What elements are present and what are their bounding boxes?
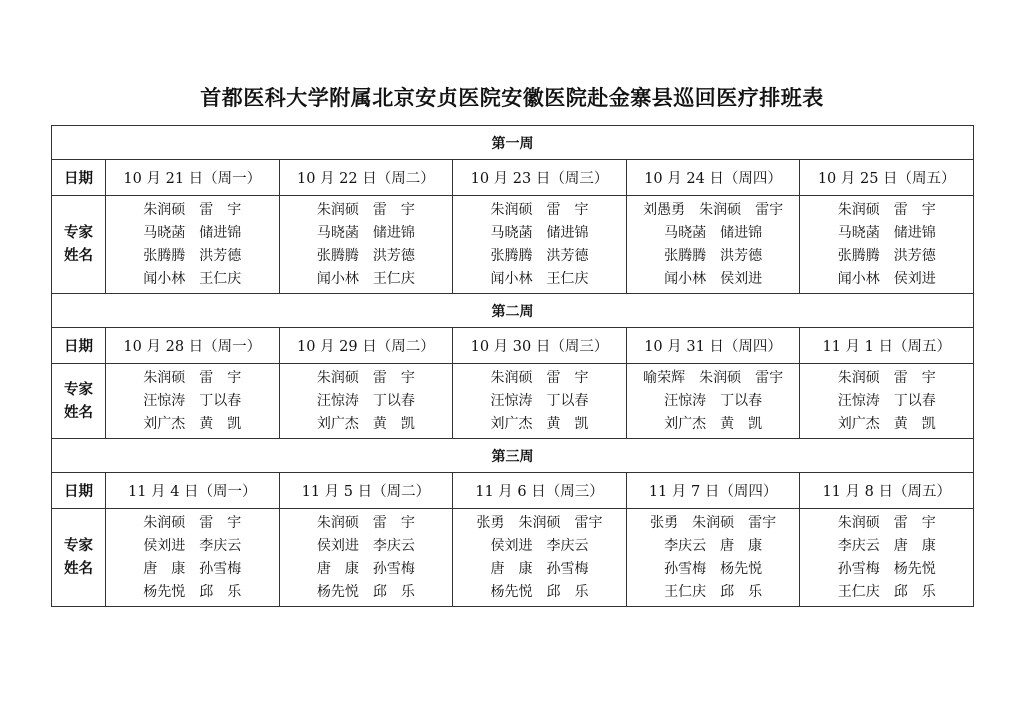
- date-cell: 10 月 22 日（周二）: [279, 160, 453, 196]
- expert-label-line: 姓名: [64, 404, 93, 421]
- names-cell: [626, 364, 800, 439]
- name-line: 朱润硕 雷 宇: [143, 515, 242, 531]
- week-header-row: [52, 439, 974, 473]
- name-line: 杨先悦 邱 乐: [316, 584, 415, 600]
- names-cell: [626, 196, 800, 294]
- date-cell: 10 月 30 日（周三）: [453, 328, 627, 364]
- date-row: [52, 160, 974, 196]
- date-label: 日期: [52, 160, 106, 196]
- name-line: 刘广杰 黄 凯: [316, 416, 415, 432]
- names-cell: [626, 509, 800, 607]
- week-title: 第一周: [52, 126, 974, 160]
- week-title: 第二周: [52, 294, 974, 328]
- expert-names-row: [52, 196, 974, 294]
- names-cell: [453, 364, 627, 439]
- date-cell: 11 月 8 日（周五）: [800, 473, 974, 509]
- names-cell: [279, 509, 453, 607]
- date-cell: 10 月 28 日（周一）: [106, 328, 280, 364]
- date-label: 日期: [52, 328, 106, 364]
- name-line: 朱润硕 雷 宇: [316, 515, 415, 531]
- date-cell: 10 月 23 日（周三）: [453, 160, 627, 196]
- name-line: 闻小林 王仁庆: [143, 271, 242, 287]
- expert-label-line: 姓名: [64, 561, 93, 577]
- name-line: 刘广杰 黄 凯: [143, 416, 242, 432]
- names-cell: [453, 196, 627, 294]
- name-line: 刘广杰 黄 凯: [490, 416, 589, 432]
- name-line: 汪惊涛 丁以春: [316, 393, 415, 409]
- name-line: 马晓菡 储进锦: [837, 225, 936, 241]
- name-line: 朱润硕 雷 宇: [837, 202, 936, 218]
- name-line: 刘广杰 黄 凯: [837, 416, 936, 432]
- name-line: 朱润硕 雷 宇: [837, 370, 936, 386]
- expert-names-row: [52, 364, 974, 439]
- name-line: 汪惊涛 丁以春: [837, 393, 936, 409]
- name-line: 马晓菡 储进锦: [143, 225, 242, 241]
- name-line: 张腾腾 洪芳德: [143, 248, 242, 264]
- date-cell: 11 月 4 日（周一）: [106, 473, 280, 509]
- expert-label-line: 姓名: [64, 248, 93, 264]
- name-line: 刘愚勇 朱润硕 雷宇: [643, 202, 784, 218]
- week-header-row: [52, 126, 974, 160]
- name-line: 闻小林 侯刘进: [837, 271, 936, 287]
- expert-label-line: 专家: [64, 538, 93, 554]
- name-line: 张腾腾 洪芳德: [316, 248, 415, 264]
- expert-label: [52, 364, 106, 439]
- name-line: 汪惊涛 丁以春: [664, 393, 763, 409]
- names-cell: [106, 196, 280, 294]
- names-cell: [453, 509, 627, 607]
- names-cell: [800, 364, 974, 439]
- name-line: 李庆云 唐 康: [664, 538, 763, 554]
- name-line: 张腾腾 洪芳德: [837, 248, 936, 264]
- date-cell: 11 月 7 日（周四）: [626, 473, 800, 509]
- names-cell: [800, 196, 974, 294]
- name-line: 李庆云 唐 康: [837, 538, 936, 554]
- expert-label-line: 专家: [64, 381, 93, 398]
- name-line: 刘广杰 黄 凯: [664, 416, 763, 432]
- name-line: 汪惊涛 丁以春: [490, 393, 589, 409]
- name-line: 闻小林 侯刘进: [664, 271, 763, 287]
- name-line: 张腾腾 洪芳德: [664, 248, 763, 264]
- names-cell: [800, 509, 974, 607]
- name-line: 马晓菡 储进锦: [316, 225, 415, 241]
- date-cell: 10 月 21 日（周一）: [106, 160, 280, 196]
- name-line: 朱润硕 雷 宇: [316, 202, 415, 218]
- name-line: 朱润硕 雷 宇: [837, 515, 936, 531]
- name-line: 杨先悦 邱 乐: [490, 584, 589, 600]
- date-row: [52, 328, 974, 364]
- names-cell: [106, 509, 280, 607]
- name-line: 马晓菡 储进锦: [664, 225, 763, 241]
- date-cell: 11 月 5 日（周二）: [279, 473, 453, 509]
- name-line: 闻小林 王仁庆: [316, 271, 415, 287]
- name-line: 朱润硕 雷 宇: [490, 370, 589, 386]
- name-line: 王仁庆 邱 乐: [837, 584, 936, 600]
- date-row: [52, 473, 974, 509]
- name-line: 唐 康 孙雪梅: [143, 561, 242, 577]
- name-line: 唐 康 孙雪梅: [316, 561, 415, 577]
- name-line: 闻小林 王仁庆: [490, 271, 589, 287]
- name-line: 朱润硕 雷 宇: [316, 370, 415, 386]
- expert-label: [52, 509, 106, 607]
- name-line: 朱润硕 雷 宇: [143, 202, 242, 218]
- name-line: 朱润硕 雷 宇: [490, 202, 589, 218]
- date-cell: 10 月 31 日（周四）: [626, 328, 800, 364]
- names-cell: [279, 364, 453, 439]
- name-line: 唐 康 孙雪梅: [490, 561, 589, 577]
- name-line: 张腾腾 洪芳德: [490, 248, 589, 264]
- expert-label-line: 专家: [64, 225, 93, 241]
- week-title: 第三周: [52, 439, 974, 473]
- name-line: 张勇 朱润硕 雷宇: [650, 515, 777, 531]
- week-header-row: [52, 294, 974, 328]
- name-line: 侯刘进 李庆云: [490, 538, 589, 554]
- name-line: 朱润硕 雷 宇: [143, 370, 242, 386]
- page-title: 首都医科大学附属北京安贞医院安徽医院赴金寨县巡回医疗排班表: [200, 86, 824, 110]
- schedule-table: [51, 125, 974, 607]
- expert-label: [52, 196, 106, 294]
- date-cell: 10 月 24 日（周四）: [626, 160, 800, 196]
- name-line: 张勇 朱润硕 雷宇: [476, 515, 603, 531]
- names-cell: [106, 364, 280, 439]
- name-line: 侯刘进 李庆云: [143, 538, 242, 554]
- name-line: 马晓菡 储进锦: [490, 225, 589, 241]
- date-cell: 11 月 6 日（周三）: [453, 473, 627, 509]
- name-line: 侯刘进 李庆云: [316, 538, 415, 554]
- expert-names-row: [52, 509, 974, 607]
- name-line: 喻荣辉 朱润硕 雷宇: [643, 370, 784, 386]
- date-cell: 10 月 25 日（周五）: [800, 160, 974, 196]
- name-line: 杨先悦 邱 乐: [143, 584, 242, 600]
- name-line: 孙雪梅 杨先悦: [664, 561, 763, 577]
- date-cell: 11 月 1 日（周五）: [800, 328, 974, 364]
- date-label: 日期: [52, 473, 106, 509]
- names-cell: [279, 196, 453, 294]
- name-line: 王仁庆 邱 乐: [664, 584, 763, 600]
- date-cell: 10 月 29 日（周二）: [279, 328, 453, 364]
- name-line: 汪惊涛 丁以春: [143, 393, 242, 409]
- name-line: 孙雪梅 杨先悦: [837, 561, 936, 577]
